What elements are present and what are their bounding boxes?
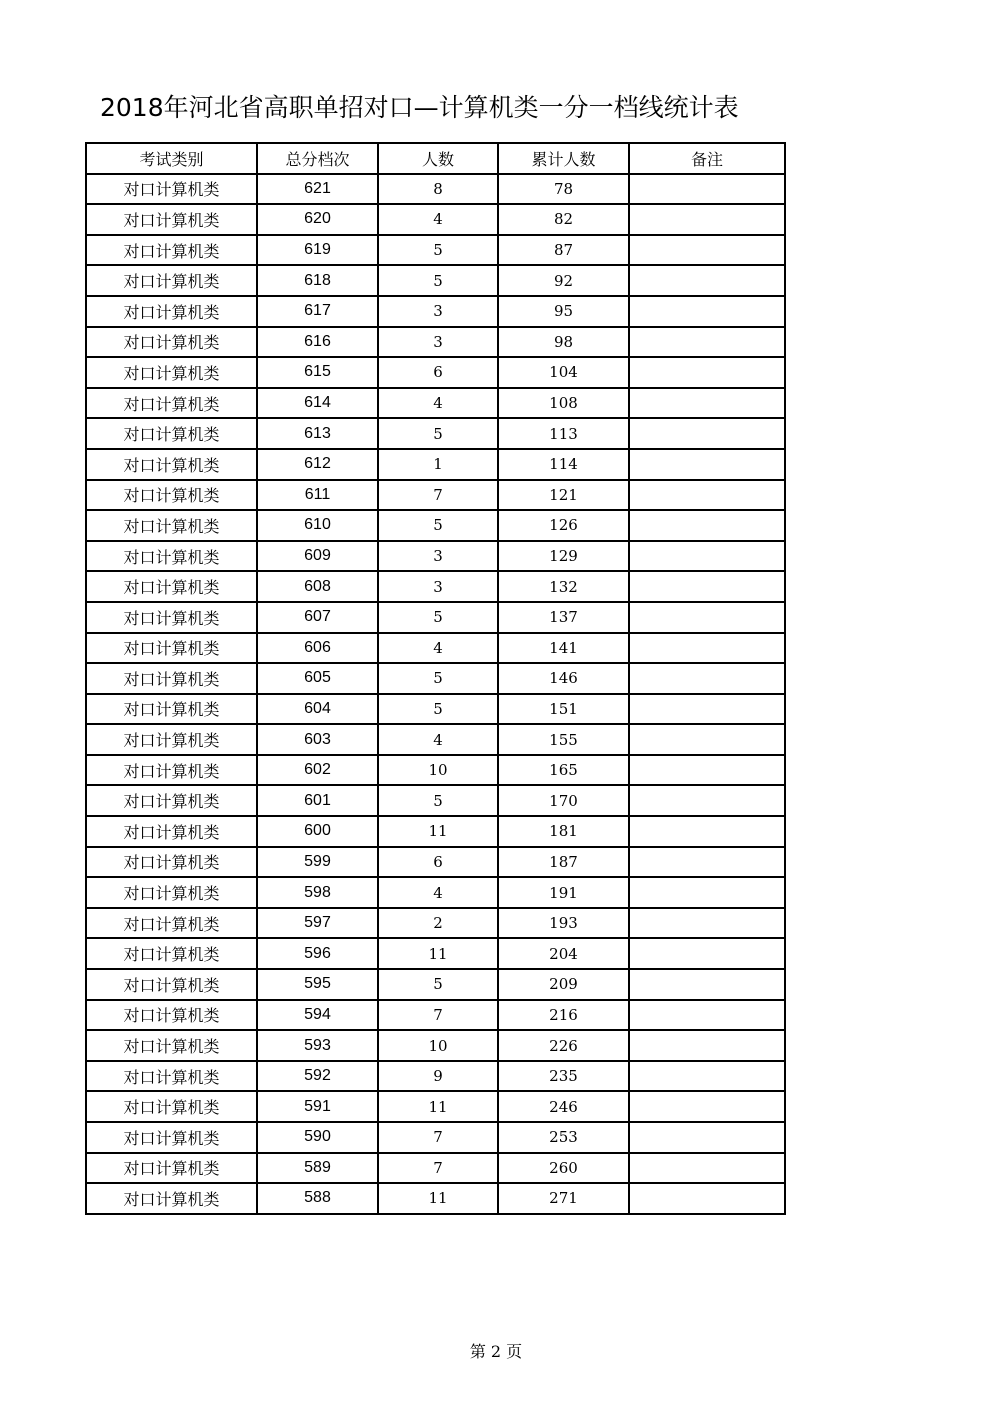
- cell-cumulative: 114: [498, 449, 629, 480]
- cell-count: 5: [378, 510, 498, 541]
- table-row: [86, 633, 785, 664]
- table-row: [86, 1153, 785, 1184]
- cell-exam-category: 对口计算机类: [86, 694, 257, 725]
- cell-score-level: 589: [257, 1153, 378, 1184]
- cell-cumulative: 204: [498, 938, 629, 969]
- cell-exam-category: 对口计算机类: [86, 204, 257, 235]
- table-row: [86, 235, 785, 266]
- cell-remarks: [629, 938, 785, 969]
- cell-exam-category: 对口计算机类: [86, 724, 257, 755]
- cell-score-level: 592: [257, 1061, 378, 1092]
- cell-exam-category: 对口计算机类: [86, 602, 257, 633]
- cell-exam-category: 对口计算机类: [86, 357, 257, 388]
- cell-exam-category: 对口计算机类: [86, 969, 257, 1000]
- cell-exam-category: 对口计算机类: [86, 1000, 257, 1031]
- cell-score-level: 611: [257, 480, 378, 511]
- cell-count: 4: [378, 724, 498, 755]
- cell-cumulative: 170: [498, 785, 629, 816]
- cell-remarks: [629, 969, 785, 1000]
- page-number: 第 2 页: [469, 1342, 523, 1361]
- cell-remarks: [629, 785, 785, 816]
- cell-count: 3: [378, 296, 498, 327]
- cell-exam-category: 对口计算机类: [86, 571, 257, 602]
- table-row: [86, 418, 785, 449]
- cell-exam-category: 对口计算机类: [86, 785, 257, 816]
- cell-remarks: [629, 480, 785, 511]
- cell-score-level: 604: [257, 694, 378, 725]
- cell-exam-category: 对口计算机类: [86, 633, 257, 664]
- cell-count: 3: [378, 327, 498, 358]
- table-row: [86, 847, 785, 878]
- table-row: [86, 969, 785, 1000]
- table-row: [86, 877, 785, 908]
- cell-exam-category: 对口计算机类: [86, 877, 257, 908]
- cell-remarks: [629, 357, 785, 388]
- cell-cumulative: 191: [498, 877, 629, 908]
- table-row: [86, 602, 785, 633]
- cell-cumulative: 181: [498, 816, 629, 847]
- cell-score-level: 598: [257, 877, 378, 908]
- cell-exam-category: 对口计算机类: [86, 1030, 257, 1061]
- cell-count: 2: [378, 908, 498, 939]
- cell-cumulative: 108: [498, 388, 629, 419]
- cell-remarks: [629, 847, 785, 878]
- cell-count: 7: [378, 1153, 498, 1184]
- cell-count: 3: [378, 571, 498, 602]
- cell-cumulative: 104: [498, 357, 629, 388]
- cell-count: 5: [378, 235, 498, 266]
- cell-score-level: 615: [257, 357, 378, 388]
- table-row: [86, 908, 785, 939]
- cell-cumulative: 132: [498, 571, 629, 602]
- cell-exam-category: 对口计算机类: [86, 908, 257, 939]
- cell-cumulative: 155: [498, 724, 629, 755]
- cell-score-level: 590: [257, 1122, 378, 1153]
- cell-exam-category: 对口计算机类: [86, 265, 257, 296]
- cell-cumulative: 226: [498, 1030, 629, 1061]
- cell-remarks: [629, 816, 785, 847]
- cell-score-level: 593: [257, 1030, 378, 1061]
- cell-score-level: 620: [257, 204, 378, 235]
- cell-score-level: 607: [257, 602, 378, 633]
- cell-count: 6: [378, 357, 498, 388]
- cell-score-level: 599: [257, 847, 378, 878]
- cell-score-level: 612: [257, 449, 378, 480]
- cell-cumulative: 98: [498, 327, 629, 358]
- cell-remarks: [629, 1183, 785, 1214]
- cell-remarks: [629, 571, 785, 602]
- cell-score-level: 596: [257, 938, 378, 969]
- cell-cumulative: 187: [498, 847, 629, 878]
- cell-cumulative: 165: [498, 755, 629, 786]
- cell-exam-category: 对口计算机类: [86, 1153, 257, 1184]
- cell-score-level: 603: [257, 724, 378, 755]
- table-row: [86, 327, 785, 358]
- table-row: [86, 541, 785, 572]
- table-row: [86, 724, 785, 755]
- cell-count: 4: [378, 204, 498, 235]
- cell-score-level: 617: [257, 296, 378, 327]
- header-exam-category: 考试类别: [86, 143, 257, 174]
- header-cumulative: 累计人数: [498, 143, 629, 174]
- cell-cumulative: 87: [498, 235, 629, 266]
- cell-cumulative: 92: [498, 265, 629, 296]
- cell-score-level: 595: [257, 969, 378, 1000]
- cell-remarks: [629, 633, 785, 664]
- table-row: [86, 785, 785, 816]
- cell-count: 6: [378, 847, 498, 878]
- cell-cumulative: 271: [498, 1183, 629, 1214]
- cell-score-level: 618: [257, 265, 378, 296]
- cell-count: 5: [378, 663, 498, 694]
- cell-score-level: 597: [257, 908, 378, 939]
- cell-cumulative: 78: [498, 174, 629, 205]
- cell-score-level: 591: [257, 1091, 378, 1122]
- table-row: [86, 1091, 785, 1122]
- cell-count: 4: [378, 877, 498, 908]
- table-row: [86, 1030, 785, 1061]
- table-row: [86, 694, 785, 725]
- cell-remarks: [629, 510, 785, 541]
- cell-cumulative: 246: [498, 1091, 629, 1122]
- cell-exam-category: 对口计算机类: [86, 1122, 257, 1153]
- cell-score-level: 594: [257, 1000, 378, 1031]
- cell-count: 11: [378, 1091, 498, 1122]
- cell-count: 9: [378, 1061, 498, 1092]
- cell-cumulative: 121: [498, 480, 629, 511]
- cell-score-level: 602: [257, 755, 378, 786]
- cell-remarks: [629, 908, 785, 939]
- cell-count: 7: [378, 480, 498, 511]
- cell-count: 11: [378, 938, 498, 969]
- cell-remarks: [629, 877, 785, 908]
- cell-remarks: [629, 1153, 785, 1184]
- cell-remarks: [629, 602, 785, 633]
- table-row: [86, 938, 785, 969]
- cell-count: 8: [378, 174, 498, 205]
- cell-remarks: [629, 1122, 785, 1153]
- table-header-row: [86, 143, 785, 174]
- cell-cumulative: 129: [498, 541, 629, 572]
- table-row: [86, 510, 785, 541]
- cell-count: 11: [378, 1183, 498, 1214]
- cell-cumulative: 146: [498, 663, 629, 694]
- table-row: [86, 357, 785, 388]
- cell-exam-category: 对口计算机类: [86, 418, 257, 449]
- table-row: [86, 204, 785, 235]
- cell-cumulative: 126: [498, 510, 629, 541]
- cell-remarks: [629, 1030, 785, 1061]
- cell-exam-category: 对口计算机类: [86, 174, 257, 205]
- cell-remarks: [629, 418, 785, 449]
- cell-remarks: [629, 449, 785, 480]
- cell-count: 5: [378, 694, 498, 725]
- cell-remarks: [629, 327, 785, 358]
- cell-score-level: 588: [257, 1183, 378, 1214]
- cell-score-level: 606: [257, 633, 378, 664]
- table-row: [86, 265, 785, 296]
- cell-exam-category: 对口计算机类: [86, 1183, 257, 1214]
- table-row: [86, 1061, 785, 1092]
- header-score-level: 总分档次: [257, 143, 378, 174]
- cell-score-level: 605: [257, 663, 378, 694]
- cell-score-level: 616: [257, 327, 378, 358]
- cell-remarks: [629, 755, 785, 786]
- cell-exam-category: 对口计算机类: [86, 296, 257, 327]
- cell-count: 7: [378, 1000, 498, 1031]
- cell-count: 5: [378, 265, 498, 296]
- table-row: [86, 296, 785, 327]
- score-table: [85, 142, 786, 1215]
- cell-exam-category: 对口计算机类: [86, 480, 257, 511]
- cell-remarks: [629, 663, 785, 694]
- cell-count: 10: [378, 755, 498, 786]
- cell-score-level: 619: [257, 235, 378, 266]
- cell-count: 5: [378, 602, 498, 633]
- cell-score-level: 600: [257, 816, 378, 847]
- cell-count: 5: [378, 969, 498, 1000]
- table-body: [86, 174, 785, 1214]
- table-row: [86, 449, 785, 480]
- cell-score-level: 610: [257, 510, 378, 541]
- cell-exam-category: 对口计算机类: [86, 816, 257, 847]
- cell-remarks: [629, 1000, 785, 1031]
- cell-exam-category: 对口计算机类: [86, 1061, 257, 1092]
- cell-exam-category: 对口计算机类: [86, 541, 257, 572]
- cell-score-level: 608: [257, 571, 378, 602]
- cell-remarks: [629, 1091, 785, 1122]
- cell-count: 7: [378, 1122, 498, 1153]
- cell-cumulative: 193: [498, 908, 629, 939]
- cell-remarks: [629, 541, 785, 572]
- cell-remarks: [629, 724, 785, 755]
- cell-cumulative: 95: [498, 296, 629, 327]
- header-remarks: 备注: [629, 143, 785, 174]
- table-row: [86, 480, 785, 511]
- table-row: [86, 1122, 785, 1153]
- cell-remarks: [629, 204, 785, 235]
- cell-cumulative: 137: [498, 602, 629, 633]
- cell-remarks: [629, 296, 785, 327]
- cell-exam-category: 对口计算机类: [86, 235, 257, 266]
- cell-remarks: [629, 1061, 785, 1092]
- table-row: [86, 388, 785, 419]
- cell-score-level: 614: [257, 388, 378, 419]
- cell-count: 11: [378, 816, 498, 847]
- cell-cumulative: 209: [498, 969, 629, 1000]
- cell-exam-category: 对口计算机类: [86, 847, 257, 878]
- cell-count: 4: [378, 633, 498, 664]
- cell-remarks: [629, 174, 785, 205]
- table-row: [86, 816, 785, 847]
- table-row: [86, 1000, 785, 1031]
- cell-cumulative: 113: [498, 418, 629, 449]
- document-title: 2018年河北省高职单招对口—计算机类一分一档线统计表: [100, 93, 739, 122]
- table-row: [86, 1183, 785, 1214]
- cell-cumulative: 253: [498, 1122, 629, 1153]
- table-row: [86, 663, 785, 694]
- cell-count: 5: [378, 418, 498, 449]
- cell-cumulative: 82: [498, 204, 629, 235]
- cell-cumulative: 235: [498, 1061, 629, 1092]
- cell-count: 10: [378, 1030, 498, 1061]
- cell-score-level: 613: [257, 418, 378, 449]
- cell-exam-category: 对口计算机类: [86, 1091, 257, 1122]
- table-row: [86, 571, 785, 602]
- cell-count: 1: [378, 449, 498, 480]
- cell-count: 5: [378, 785, 498, 816]
- cell-exam-category: 对口计算机类: [86, 388, 257, 419]
- cell-count: 3: [378, 541, 498, 572]
- cell-cumulative: 141: [498, 633, 629, 664]
- table-row: [86, 755, 785, 786]
- cell-cumulative: 260: [498, 1153, 629, 1184]
- cell-remarks: [629, 235, 785, 266]
- cell-remarks: [629, 388, 785, 419]
- cell-score-level: 601: [257, 785, 378, 816]
- header-count: 人数: [378, 143, 498, 174]
- cell-count: 4: [378, 388, 498, 419]
- cell-cumulative: 151: [498, 694, 629, 725]
- cell-exam-category: 对口计算机类: [86, 449, 257, 480]
- cell-score-level: 609: [257, 541, 378, 572]
- cell-cumulative: 216: [498, 1000, 629, 1031]
- cell-remarks: [629, 694, 785, 725]
- table-row: [86, 174, 785, 205]
- cell-exam-category: 对口计算机类: [86, 663, 257, 694]
- cell-remarks: [629, 265, 785, 296]
- cell-exam-category: 对口计算机类: [86, 510, 257, 541]
- cell-exam-category: 对口计算机类: [86, 327, 257, 358]
- cell-exam-category: 对口计算机类: [86, 755, 257, 786]
- cell-score-level: 621: [257, 174, 378, 205]
- cell-exam-category: 对口计算机类: [86, 938, 257, 969]
